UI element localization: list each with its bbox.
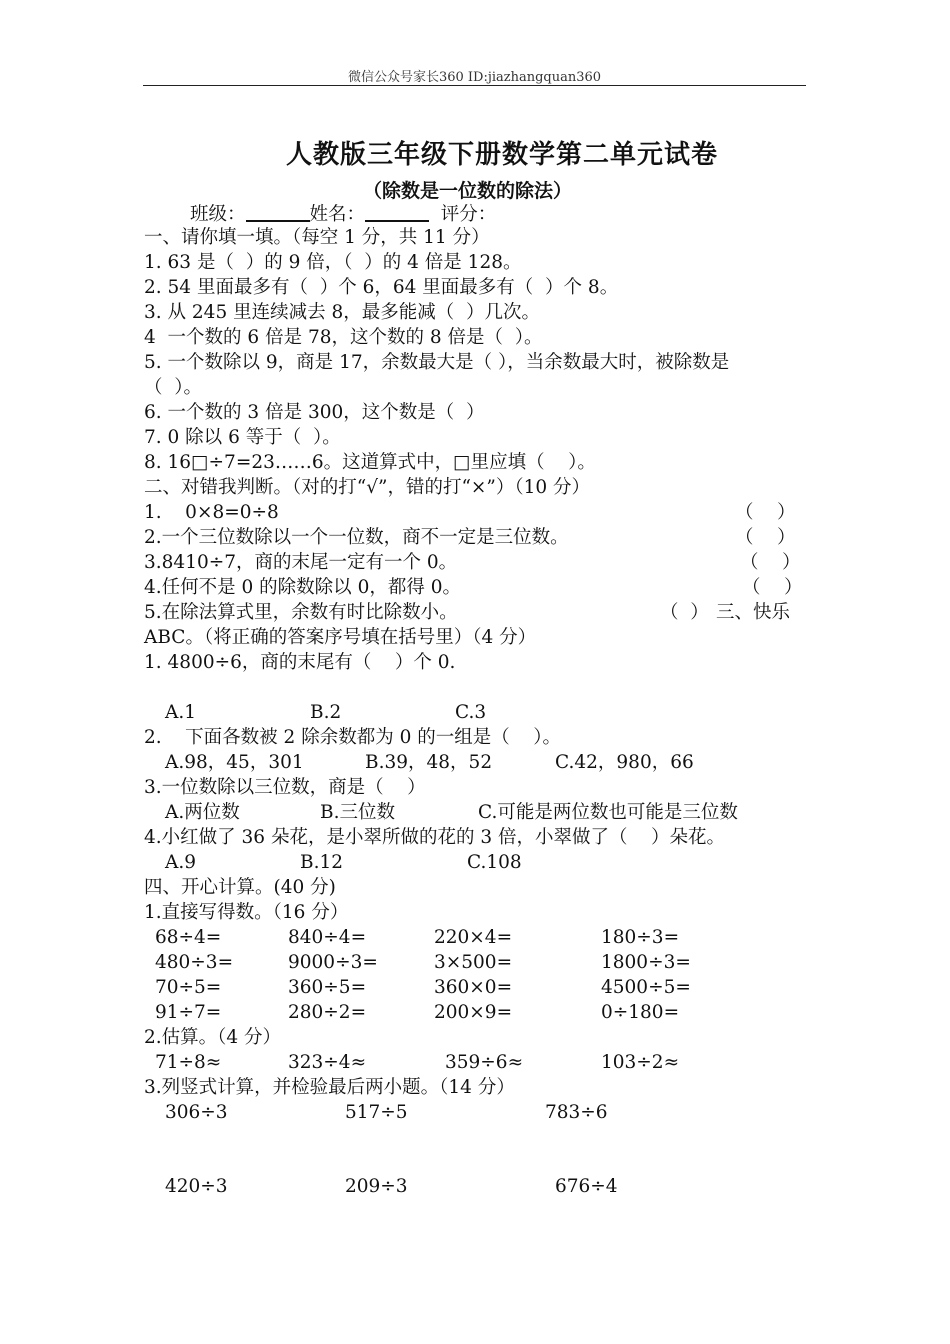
direct-r2-c2: 9000÷3=: [288, 952, 378, 973]
s1-item-3: 3. 从 245 里连续减去 8，最多能减（ ）几次。: [144, 302, 541, 323]
s3-q2: 2. 下面各数被 2 除余数都为 0 的一组是（ ）。: [144, 727, 562, 748]
s1-item-5: 5. 一个数除以 9，商是 17，余数最大是（ ），当余数最大时，被除数是: [144, 352, 730, 373]
direct-r3-c4: 4500÷5=: [601, 977, 691, 998]
section1-heading: 一、请你填一填。（每空 1 分，共 11 分）: [144, 227, 490, 248]
s3-q2-opt-c[interactable]: C.42，980，66: [555, 752, 694, 773]
s2-item-1: 1. 0×8=0÷8: [144, 502, 279, 523]
vertical-r2-c3: 676÷4: [555, 1176, 618, 1197]
direct-r1-c4: 180÷3=: [601, 927, 680, 948]
s3-q4-opt-b[interactable]: B.12: [300, 852, 344, 873]
s3-q3-opt-c[interactable]: C.可能是两位数也可能是三位数: [478, 802, 738, 823]
s1-item-2: 2. 54 里面最多有（ ）个 6，64 里面最多有（ ）个 8。: [144, 277, 619, 298]
s3-q1-opt-c[interactable]: C.3: [455, 702, 487, 723]
s3-q1-opt-a[interactable]: A.1: [165, 702, 197, 723]
name-blank[interactable]: [365, 202, 429, 222]
s2-mark-5[interactable]: （ ）: [660, 602, 709, 623]
estimate-1: 71÷8≈: [155, 1052, 222, 1073]
direct-r4-c1: 91÷7=: [155, 1002, 222, 1023]
s2-mark-2[interactable]: （ ）: [735, 527, 796, 548]
s4-part2-heading: 2.估算。（4 分）: [144, 1027, 282, 1048]
score-label: 评分：: [440, 204, 497, 225]
s3-q1: 1. 4800÷6，商的末尾有（ ）个 0.: [144, 652, 456, 673]
direct-r3-c2: 360÷5=: [288, 977, 367, 998]
direct-r4-c4: 0÷180=: [601, 1002, 680, 1023]
s2-item-4: 4.任何不是 0 的除数除以 0，都得 0。: [144, 577, 461, 598]
s3-q3-opt-b[interactable]: B.三位数: [320, 802, 395, 823]
s2-mark-4[interactable]: （ ）: [742, 577, 803, 598]
s3-q4-opt-a[interactable]: A.9: [165, 852, 197, 873]
s3-q2-opt-a[interactable]: A.98，45，301: [165, 752, 304, 773]
direct-r2-c4: 1800÷3=: [601, 952, 691, 973]
vertical-r2-c2: 209÷3: [345, 1176, 408, 1197]
direct-r4-c3: 200×9=: [434, 1002, 513, 1023]
direct-r1-c3: 220×4=: [434, 927, 513, 948]
s4-part3-heading: 3.列竖式计算，并检验最后两小题。（14 分）: [144, 1077, 515, 1098]
vertical-r1-c2: 517÷5: [345, 1102, 408, 1123]
s2-mark-3[interactable]: （ ）: [740, 552, 801, 573]
section3-heading-b: ABC。（将正确的答案序号填在括号里）（4 分）: [144, 627, 537, 648]
s3-q4-opt-c[interactable]: C.108: [467, 852, 522, 873]
s2-item-2: 2.一个三位数除以一个一位数，商不一定是三位数。: [144, 527, 569, 548]
s1-item-4: 4 一个数的 6 倍是 78，这个数的 8 倍是（ ）。: [144, 327, 543, 348]
direct-r1-c2: 840÷4=: [288, 927, 367, 948]
direct-r2-c3: 3×500=: [434, 952, 513, 973]
direct-r4-c2: 280÷2=: [288, 1002, 367, 1023]
s2-mark-1[interactable]: （ ）: [735, 502, 796, 523]
s4-part1-heading: 1.直接写得数。（16 分）: [144, 902, 349, 923]
page-title: 人教版三年级下册数学第二单元试卷: [286, 140, 719, 170]
section4-heading: 四、开心计算。(40 分): [144, 877, 336, 898]
s1-item-1: 1. 63 是（ ）的 9 倍，（ ）的 4 倍是 128。: [144, 252, 522, 273]
direct-r3-c3: 360×0=: [434, 977, 513, 998]
s3-q1-opt-b[interactable]: B.2: [310, 702, 342, 723]
direct-r1-c1: 68÷4=: [155, 927, 222, 948]
s1-item-7: 7. 0 除以 6 等于（ ）。: [144, 427, 341, 448]
direct-r2-c1: 480÷3=: [155, 952, 234, 973]
s3-q3-opt-a[interactable]: A.两位数: [165, 802, 240, 823]
s1-item-6: 6. 一个数的 3 倍是 300，这个数是（ ）: [144, 402, 485, 423]
header-rule: [143, 85, 806, 86]
vertical-r1-c1: 306÷3: [165, 1102, 228, 1123]
watermark-header: 微信公众号家长360 ID:jiazhangquan360: [347, 70, 602, 85]
s3-q4: 4.小红做了 36 朵花，是小翠所做的花的 3 倍，小翠做了（ ）朵花。: [144, 827, 726, 848]
section2-heading: 二、对错我判断。（对的打“√”，错的打“×”）（10 分）: [144, 477, 591, 498]
s1-item-8: 8. 16□÷7=23……6。这道算式中，□里应填（ ）。: [144, 452, 596, 473]
s2-item-3: 3.8410÷7，商的末尾一定有一个 0。: [144, 552, 458, 573]
section3-heading-a: 三、快乐: [716, 602, 791, 623]
estimate-4: 103÷2≈: [601, 1052, 680, 1073]
vertical-r1-c3: 783÷6: [545, 1102, 608, 1123]
s1-item-5-cont: （ ）。: [144, 377, 203, 398]
s3-q2-opt-b[interactable]: B.39，48，52: [365, 752, 493, 773]
estimate-2: 323÷4≈: [288, 1052, 367, 1073]
s3-q3: 3.一位数除以三位数，商是（ ）: [144, 777, 426, 798]
class-blank[interactable]: [246, 202, 310, 222]
name-label: 姓名：: [309, 204, 366, 225]
vertical-r2-c1: 420÷3: [165, 1176, 228, 1197]
student-info-line: [190, 202, 496, 227]
page-subtitle: （除数是一位数的除法）: [363, 180, 573, 202]
class-label: 班级：: [190, 204, 246, 225]
estimate-3: 359÷6≈: [445, 1052, 524, 1073]
s2-item-5: 5.在除法算式里，余数有时比除数小。: [144, 602, 458, 623]
direct-r3-c1: 70÷5=: [155, 977, 222, 998]
